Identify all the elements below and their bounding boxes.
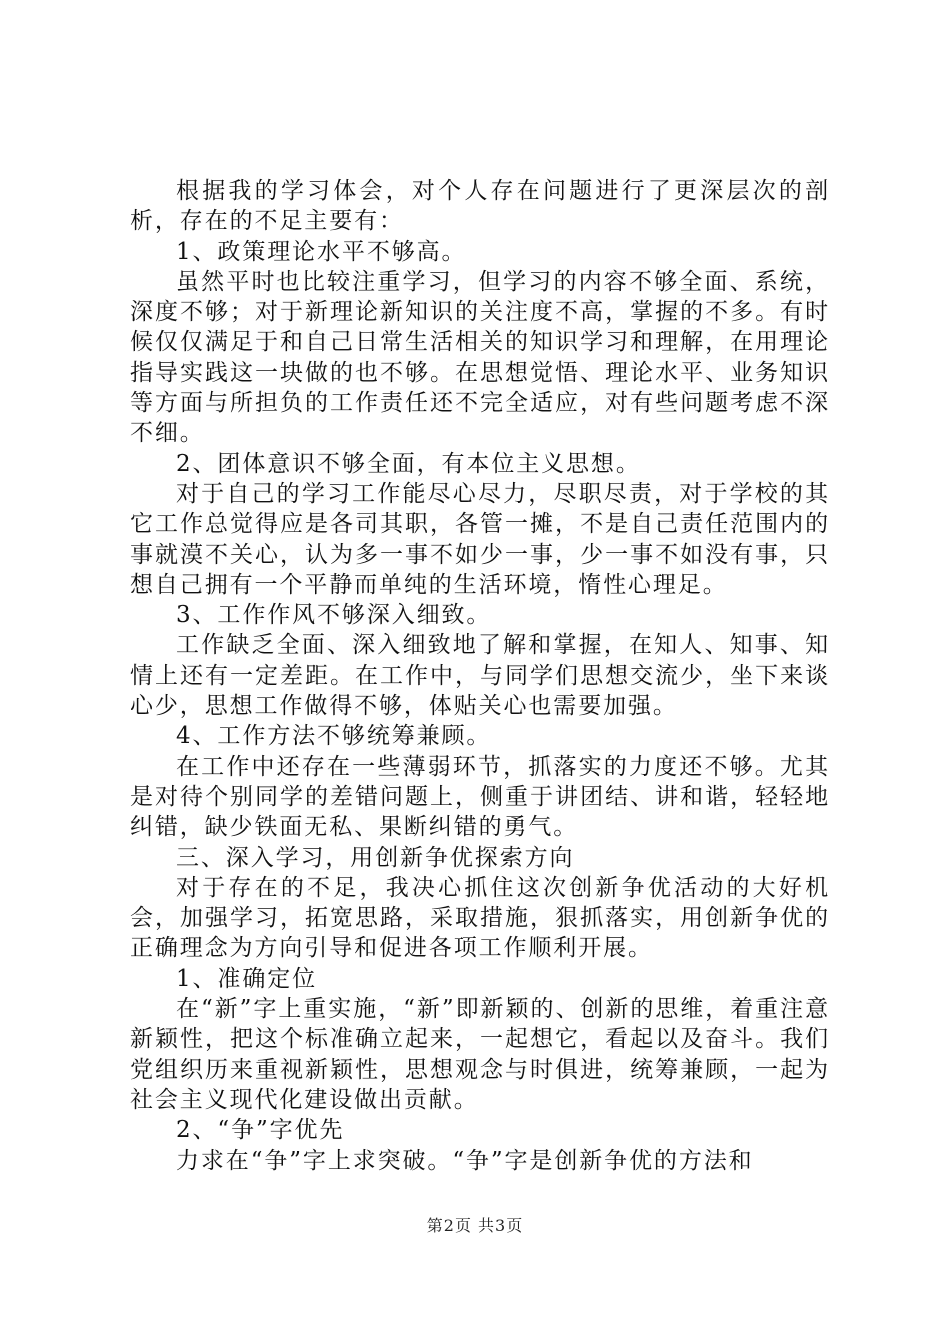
paragraph-positioning: 在“新”字上重实施，“新”即新颖的、创新的思维，着重注意新颖性，把这个标准确立起来，一起想它，看起以及奋斗。我们党组织历来重视新颖性，思想观念与时俱进，统筹兼顾，一起为社会主义现代化建设做出贡献。 — [130, 996, 830, 1113]
paragraph-team-awareness: 对于自己的学习工作能尽心尽力，尽职尽责，对于学校的其它工作总觉得应是各司其职，各管一摊，不是自己责任范围内的事就漠不关心，认为多一事不如少一事，少一事不如没有事，只想自己拥有一个平静而单纯的生活环境，惰性心理足。 — [130, 480, 830, 598]
heading-policy-theory: 1、政策理论水平不够高。 — [176, 238, 467, 265]
heading-strive-first: 2、“争”字优先 — [176, 1117, 345, 1144]
section-heading-three: 三、深入学习，用创新争优探索方向 — [176, 844, 575, 871]
paragraph-work-method: 在工作中还存在一些薄弱环节，抓落实的力度还不够。尤其是对待个别同学的差错问题上，侧重于讲团结、讲和谐，轻轻地纠错，缺少铁面无私、果断纠错的勇气。 — [130, 753, 830, 841]
paragraph-work-style: 工作缺乏全面、深入细致地了解和掌握，在知人、知事、知情上还有一定差距。在工作中，与同学们思想交流少，坐下来谈心少，思想工作做得不够，体贴关心也需要加强。 — [130, 632, 830, 720]
document-body — [130, 176, 830, 1176]
heading-work-style: 3、工作作风不够深入细致。 — [176, 602, 492, 629]
heading-work-method: 4、工作方法不够统筹兼顾。 — [176, 723, 492, 750]
page-number-footer: 第2页 共3页 — [426, 1216, 524, 1235]
heading-positioning: 1、准确定位 — [176, 965, 318, 992]
paragraph-policy-theory: 虽然平时也比较注重学习，但学习的内容不够全面、系统，深度不够；对于新理论新知识的关注度不高，掌握的不多。有时候仅仅满足于和自己日常生活相关的知识学习和理解，在用理论指导实践这一块做的也不够。在思想觉悟、理论水平、业务知识等方面与所担负的工作责任还不完全适应，对有些问题考虑不深不细。 — [130, 268, 830, 447]
paragraph-intro: 根据我的学习体会，对个人存在问题进行了更深层次的剖析，存在的不足主要有： — [130, 178, 830, 235]
heading-team-awareness: 2、团体意识不够全面，有本位主义思想。 — [176, 450, 641, 477]
paragraph-resolve: 对于存在的不足，我决心抓住这次创新争优活动的大好机会，加强学习，拓宽思路，采取措施，狠抓落实，用创新争优的正确理念为方向引导和促进各项工作顺利开展。 — [130, 874, 830, 962]
paragraph-strive-first: 力求在“争”字上求突破。“争”字是创新争优的方法和 — [176, 1147, 754, 1174]
